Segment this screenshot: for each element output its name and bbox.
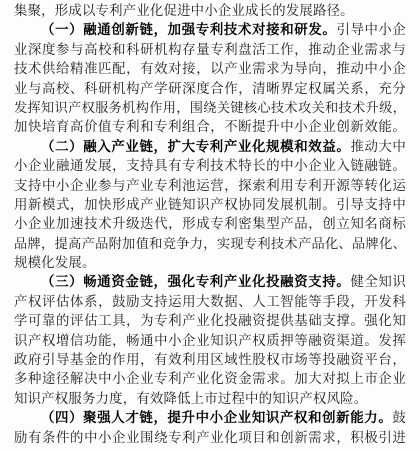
body-text: 小企业加速技术升级迭代，形成专利密集型产品，创立知名商标 xyxy=(14,217,406,233)
body-text-line xyxy=(14,99,406,118)
body-text: 发挥知识产权服务机构作用，围绕关键核心技术攻关和技术升级， xyxy=(14,100,406,116)
body-text-line xyxy=(14,370,406,389)
section-3-first-line xyxy=(41,273,406,292)
body-text: 鼓 xyxy=(392,411,406,427)
body-text: 加快培育高价值专利和专利组合，不断提升中小企业创新效能。 xyxy=(14,120,406,136)
body-text-line xyxy=(14,80,406,99)
section-2-heading: （二）融入产业链，扩大专利产业化规模和效益。 xyxy=(41,139,351,155)
body-text-line xyxy=(14,196,406,215)
body-text: 引导中小企 xyxy=(336,23,406,39)
body-text-line xyxy=(14,332,406,351)
body-text: 励有条件的中小企业围绕专利产业化项目和创新需求，积极引进 xyxy=(14,430,406,446)
body-text: 规模化发展。 xyxy=(14,256,96,272)
body-text: 小企业融通发展，支持具有专利技术特长的中小企业入链融链。 xyxy=(14,159,406,175)
body-text: 集聚，形成以专利产业化促进中小企业成长的发展路径。 xyxy=(14,4,354,19)
body-text: 业深度参与高校和科研机构存量专利盘活工作，推动企业需求与 xyxy=(14,42,406,58)
body-text: 知识产权服务力度，有效降低上市过程中的知识产权风险。 xyxy=(14,391,368,407)
body-text: 政府引导基金的作用，有效利用区域性股权市场等投融资平台， xyxy=(14,353,406,369)
body-text-line xyxy=(14,235,406,254)
body-text-line xyxy=(14,118,406,137)
body-text: 推动大中 xyxy=(350,139,406,155)
body-text-line xyxy=(14,157,406,176)
body-text: 用新模式，加快形成产业链知识产权协同发展机制。引导支持中 xyxy=(14,197,406,213)
body-text: 健全知识 xyxy=(350,275,406,291)
body-text-line xyxy=(14,390,406,409)
section-4-first-line xyxy=(41,409,406,428)
body-text-line xyxy=(14,215,406,234)
body-text: 识产权增信功能，畅通中小企业知识产权质押等融资渠道。发挥 xyxy=(14,333,406,349)
body-text: 学可靠的评估工具，为专利产业化投融资提供基础支撑。强化知 xyxy=(14,314,406,330)
body-text: 业与高校、科研机构产学研深度合作，清晰界定权属关系，充分 xyxy=(14,81,406,97)
body-text-line xyxy=(14,254,406,273)
body-text-line xyxy=(14,41,406,60)
body-text-line xyxy=(14,312,406,331)
body-text: 多种途径解决中小企业专利产业化资金需求。加大对拟上市企业 xyxy=(14,372,406,388)
body-text: 支持中小企业参与产业专利池运营，探索利用专利开源等转化运 xyxy=(14,178,406,194)
body-text: 产权评估体系，鼓励支持运用大数据、人工智能等手段，开发科 xyxy=(14,294,406,310)
section-4-heading: （四）聚强人才链，提升中小企业知识产权和创新能力。 xyxy=(41,411,393,427)
section-1-heading: （一）融通创新链，加强专利技术对接和研发。 xyxy=(41,23,337,39)
section-2-first-line xyxy=(41,138,406,157)
section-1-first-line xyxy=(41,21,406,40)
body-text-line xyxy=(14,2,406,21)
body-text-line xyxy=(14,429,406,448)
body-text-line xyxy=(14,293,406,312)
body-text: 品牌，提高产品附加值和竞争力，实现专利技术产品化、品牌化、 xyxy=(14,236,406,252)
body-text: 技术供给精准匹配，有效对接，以产业需求为导向，推动中小企 xyxy=(14,62,406,78)
section-3-heading: （三）畅通资金链，强化专利产业化投融资支持。 xyxy=(41,275,351,291)
body-text-line xyxy=(14,60,406,79)
body-text-line xyxy=(14,351,406,370)
body-text-line xyxy=(14,177,406,196)
